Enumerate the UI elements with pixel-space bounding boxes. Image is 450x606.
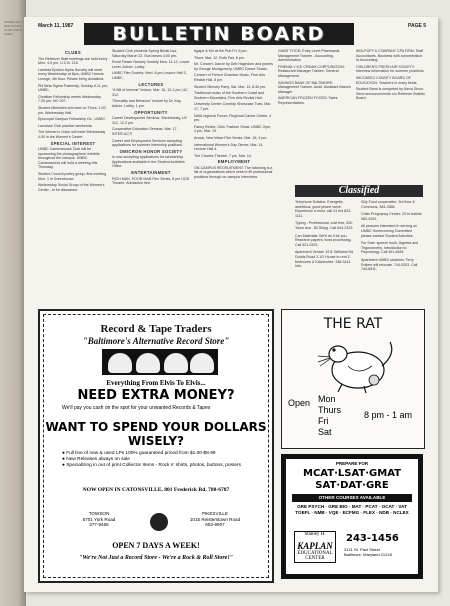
bulletin-item: Student Band is competed by Alexa Dixon. Send announcements c/o Retriever Bulletin Board. [356, 87, 426, 101]
section-heading: OPPORTUNITY [134, 109, 168, 115]
bulletin-column [356, 49, 426, 181]
kaplan-tests-line1: MCAT·LSAT·GMAT [303, 468, 401, 479]
bulletin-item: ON-CAMPUS RECRUITMENT: The following is a list of organizations which seek to fill professional positions through on-campus interviews. [194, 165, 273, 180]
kaplan-tests [286, 468, 418, 492]
rat-open-label: Open [288, 398, 311, 408]
bulletin-item: Episcopal Campus Fellowship Ctr., UMBC. [38, 117, 107, 122]
ad-pay-line: We'll pay you cash on the spot for your unwanted Records & Tapes [62, 405, 211, 411]
classified-item: Crisis Pregnancy Center: 24 hr hotline 583-3200. [361, 212, 422, 221]
bulletin-item: The Retriever Staff meetings are held every Mon. 4-5 pm, U.C.B. 216. [38, 56, 108, 66]
page-number: PAGE 5 [408, 23, 426, 29]
bulletin-item: Christian Fellowship meets Wednesday 7:30 pm, MC 007. [38, 94, 101, 104]
bulletin-item: CHILDREN'S FRESH AIR SOCIETY: Interview information for summer positions. [356, 64, 425, 74]
classified-item: Typing - Professional, cost free, 830 Yours Ave., $2.50/pg. Call 644-2323. [295, 221, 354, 230]
bulletin-item: Student Ministry Party, Sat. Mar. 14, 8:30 pm. [194, 84, 267, 89]
bulletin-item: Cooperative Education Seminar, Mar. 17. INTER-ACT! [112, 127, 178, 136]
section-heading: CLUBS [65, 50, 81, 55]
kaplan-tests-line2: SAT·DAT·GRE [315, 480, 389, 491]
bulletin-item: Lacrosse Club practice weekends. [38, 123, 93, 128]
classified-left-column [295, 200, 357, 300]
record-logo-icon [150, 513, 168, 531]
bulletin-item: "A Bill of Interest" lecture, Mar. 16, 12-1 pm, UC 312. [112, 88, 188, 97]
rat-day: Sat [318, 427, 332, 437]
bulletin-item: Thurs. Mar. 12, Ruth Fair, 8 pm. [194, 55, 245, 60]
bulletin-item: Agape & Kin at the Pub Fri. 8 pm. [194, 49, 248, 53]
classified-item: All persons interested in serving on UMBC Homecoming Committee please contact Student Activities. [361, 224, 417, 238]
classified-item: Silly Food cooperative, 3rd floor & Commons, 384-3366. [361, 200, 415, 209]
bulletin-item: Is now accepting applications for scholarship. Applications available in the Student Activities Office. [112, 155, 185, 169]
bulletin-item: RICH MAN, POOR MAN Film Series, 8 pm UCB Theatre. Admission free. [112, 176, 189, 186]
bulletin-item: Anouk, New Wave Film Series, Mar. 18, 4 pm. [194, 135, 268, 140]
ad-bullet: ● Full line of new & used LPs 100% guaranteed priced from $1.00-$8.99 [62, 451, 216, 456]
bulletin-item: Career Development Seminar, Wednesday, UC 312, 12-2 pm. [112, 116, 188, 125]
rat-title: THE RAT [323, 316, 383, 332]
kaplan-ad [281, 454, 423, 579]
bulletin-item: "Sexuality and Behavior" lecture by Dr. Kay, Admin. Lobby, 1 pm. [112, 99, 182, 108]
ad-bullets [62, 451, 256, 469]
ad-bullet: ● New Releases always on sale [62, 457, 130, 462]
kaplan-logo [294, 531, 336, 563]
kaplan-logo-sub: EDUCATIONAL CENTER [297, 551, 333, 561]
rat-hours: 8 pm - 1 am [364, 410, 413, 420]
bulletin-item: Wednesday Social Group of the Women's Center - to be discussed. [38, 183, 105, 192]
bulletin-column [112, 49, 190, 304]
bulletin-item: Phi Beta Sigma Fraternity, Sunday 8-11 pm, UMBC. [38, 83, 108, 93]
kaplan-logo-k: KAPLAN [297, 541, 333, 551]
bulletin-item: Fanny Rector, Girls' Fashion Show, UMBC Gym, 4 pm, Mar. 19. [194, 124, 272, 134]
adjacent-page-edge [0, 0, 26, 606]
bulletin-item: NAIA regional Forum, Regional Career Center, 4 pm. [194, 113, 272, 123]
ad-bullet: ● Specializing in out of print Collector Items - Rock n' shirts, photos, buttons, posters [62, 463, 241, 468]
bulletin-item: Career and Employment Services accepting applications for summer internship positions. [112, 138, 183, 148]
bulletin-item: Rural Flower Nursery Society Mon. 11-12, Lower Level, Admin. Lobby. [112, 60, 190, 69]
bulletin-item: International Women's Day Dinner, Mar. 14, Lecture Hall 4. [194, 142, 264, 152]
bulletin-item: UMBC Film Society: Wed. 8 pm Lecture Hall 3, UMBC. [112, 71, 187, 80]
store-pikesville: PIKESVILLE 1015 Reisterstown Road 653-9907 [189, 511, 241, 528]
bulletin-item: AMERICAN FROZEN FOODS: Sales Representatives. [278, 96, 338, 105]
newspaper-page [24, 17, 438, 592]
bulletin-item: Mr. Concert, Dance by Deb Hagedorn and poems by George Montgomery, UMBC Dance Studio. [194, 62, 273, 71]
ad-now-open: NOW OPEN IN CATONSVILLE, 801 Frederick Rd. 788-6787 [82, 487, 230, 493]
kaplan-logo-name: Stanley H. [304, 532, 326, 537]
the-rat-ad [281, 309, 425, 449]
section-heading: EMPLOYMENT [217, 159, 251, 165]
bulletin-item: FRIENDLY ICE CREAM CORPORATION: Restaurant Manager Trainee, General Management. [278, 64, 345, 78]
bulletin-item: WOLPOFF & COMPANY CPA FIRM: Staff Accountants, Business with concentration in Accounting. [356, 49, 424, 63]
kaplan-address: 3121 St. Paul Street Baltimore, Maryland 21218 [344, 547, 392, 557]
kaplan-ad-body [286, 459, 418, 574]
section-heading: SPECIAL INTEREST [50, 140, 96, 146]
kaplan-course-list: GRE PSYCH · GRE BIO · MAT · PCAT · OCAT · VAT TOEFL · NMB · VQE · ECFMG · FLEX · NDB · NCLEX [295, 504, 409, 515]
rat-day: Mon [318, 394, 336, 404]
ad-subtitle: "Baltimore's Alternative Record Store" [82, 336, 230, 346]
bulletin-item: WICOMICO COUNTY BOARD OF EDUCATION: Teachers in many fields. [356, 75, 418, 85]
ad-tagline: "We're Not Just a Record Store - We're a Rock & Roll Store!" [79, 555, 233, 561]
bulletin-item: Student Ministries will meet on Thurs. 1:00 pm, Wednesday Hall. [38, 105, 106, 115]
classified-item: Apartment UMBC students: Terry Rollers will relocate. 744-0203. Call 744-8411. [361, 257, 418, 272]
classified-heading: Classified [295, 185, 423, 197]
section-heading: OMICRON HONOR SOCIETY [119, 148, 183, 154]
record-tape-traders-ad [38, 309, 274, 583]
bulletin-board-title: BULLETIN BOARD [84, 23, 354, 45]
bulletin-column [194, 49, 274, 304]
kaplan-other-courses: OTHER COURSES AVAILABLE [292, 494, 412, 502]
section-heading: LECTURES [138, 81, 164, 87]
kaplan-prepare: PREPARE FOR [335, 461, 369, 466]
bulletin-item: Student Club presents Spring Break tour, Saturday March 22. Bus leaves 4:00 pm. [112, 49, 178, 58]
issue-date: March 11, 1987 [38, 23, 74, 29]
bulletin-item: The Charles Theatre, 7 pm, Mar. 14. [194, 153, 252, 158]
kaplan-phone: 243-1456 [346, 533, 399, 544]
section-heading: ENTERTAINMENT [131, 170, 171, 176]
ad-title: Record & Tape Traders [100, 323, 212, 335]
bulletin-item: GIANT FOOD: Entry Level Pharmacist, Management Trainee - Accounting, Administration. [278, 49, 341, 63]
classified-item: Telephone Solicitor: Energetic, ambitious, good phone voice. Experience a must, call 24 hrs 823-1111. [295, 200, 352, 218]
bulletin-item: Concert of French Chamber Music, Fine Arts Recital Hall, 8 pm. [194, 73, 266, 82]
classified-item: Apartment Vehicle 19.5: Williams Rd Dodds Road 2-1/2 House to rent 2 bedrooms & Kitchenette. 288-3441 Info. [295, 250, 354, 269]
adjacent-page-text: ORRER JEVERE SOCIAL CLUB THE BOARD [4, 20, 22, 36]
bulletin-item: The Women's Union will meet Wednesday 4:30 in the Women's Center. [38, 130, 106, 139]
bulletin-item: Traditional music of the Southern Coast and Southern Mountains, Fine Arts Recital Hall. [194, 91, 264, 100]
ad-want-to-spend: WANT TO SPEND YOUR DOLLARS WISELY? [45, 420, 267, 448]
bulletin-item: University Center Comedy Showcase Tues. Mar. 17, 7 pm. [194, 102, 272, 111]
bulletin-item: SAVINGS BANK OF BALTIMORE: Management Trainee, Audit, Assistant Branch Manager. [278, 80, 351, 94]
classified-item: For Sale: speech book, Algebra and Trigonometry, Introduction to Psychology. Call 491-8484. [361, 241, 419, 255]
bulletin-item: UMBC Cameraworks Club will be sponsoring the photographers' exhibits throughout the campus. UMBC Cameraworks will hold a meeting this Thursday. [38, 147, 100, 170]
rat-day: Fri [318, 416, 329, 426]
bulletin-item: Student Council poetry group, first meeting Mon. 1 in Greenhouse. [38, 172, 107, 181]
classified-right-column [361, 200, 423, 300]
rat-days [318, 394, 341, 438]
rat-illustration-icon [312, 336, 398, 394]
rat-day: Thurs [318, 405, 342, 415]
ad-need-money: NEED EXTRA MONEY? [77, 388, 235, 403]
ad-open-days: OPEN 7 DAYS A WEEK! [112, 541, 200, 550]
store-towson: TOWSON 6701 York Road 377-9466 [82, 511, 116, 528]
band-photo [102, 349, 218, 375]
bulletin-column [38, 49, 108, 304]
bulletin-column [278, 49, 352, 181]
classified-item: Can Materials: We'll do it for you. Research papers, word processing. Call 521-0323. [295, 233, 352, 247]
bulletin-item: Lambda Epsilon Alpha Sorority will meet every Wednesday at 8pm, UMBC Honors Lounge, 4th floor. Please bring donations. [38, 67, 105, 81]
ad-everything-line: Everything From Elvis To Elvis... [106, 379, 206, 387]
